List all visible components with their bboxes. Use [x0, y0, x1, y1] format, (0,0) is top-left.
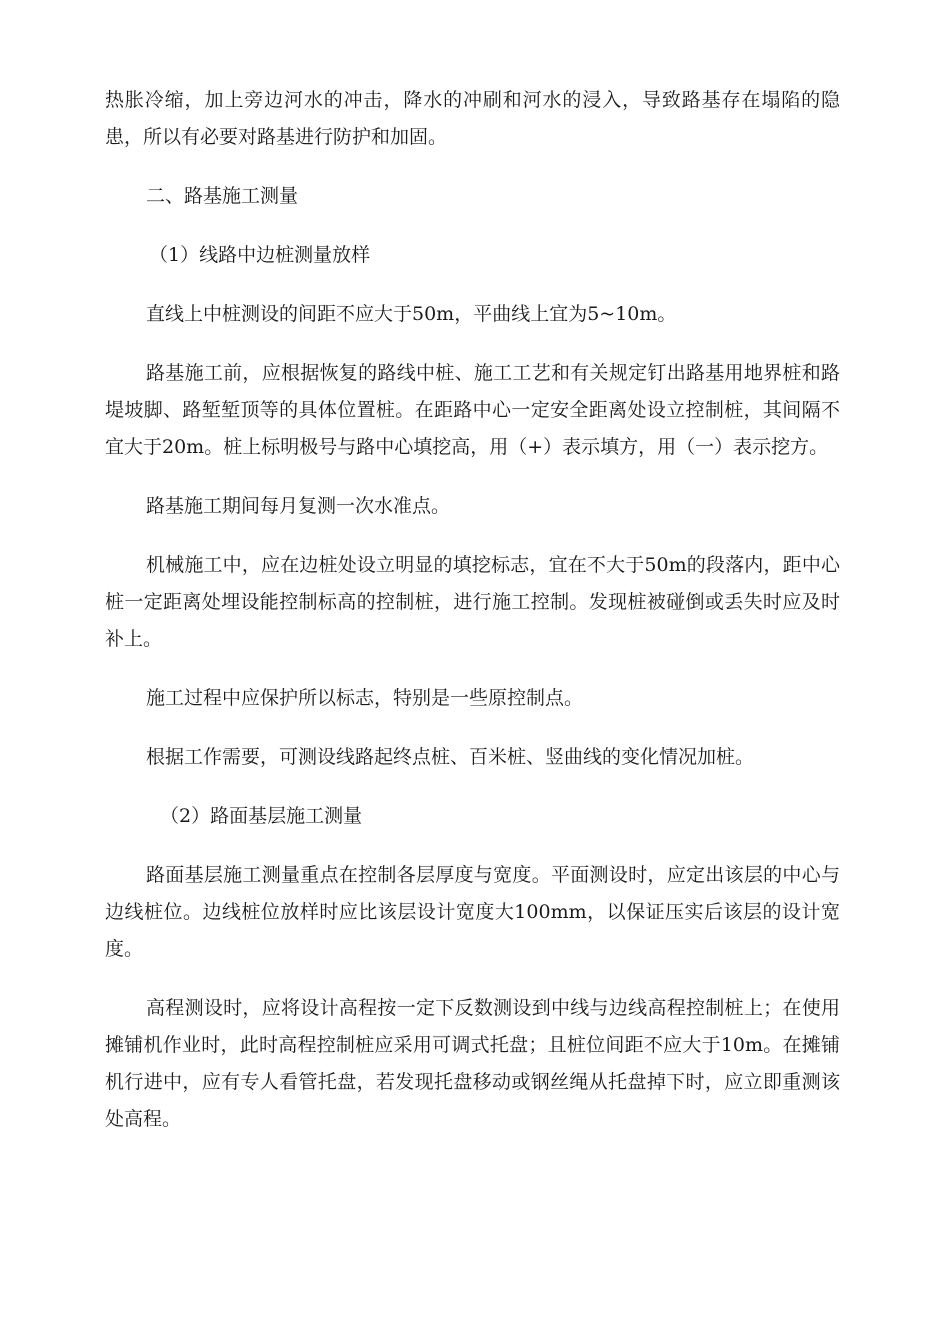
subheading-base-course-survey: （2）路面基层施工测量	[160, 805, 363, 827]
paragraph-pre-construction-staking: 路基施工前，应根据恢复的路线中桩、施工工艺和有关规定钉出路基用地界桩和路堤坡脚、路堑堑顶等的具体位置桩。在距路中心一定安全距离处设立控制桩，其间隔不宜大于20m。桩上标明极号与路中心填挖高，用（+）表示填方，用（一）表示挖方。	[105, 362, 840, 458]
paragraph-elevation-staking: 高程测设时，应将设计高程按一定下反数测设到中线与边线高程控制桩上；在使用摊铺机作业时，此时高程控制桩应采用可调式托盘；且桩位间距不应大于10m。在摊铺机行进中，应有专人看管托盘，若发现托盘移动或钢丝绳从托盘掉下时，应立即重测该处高程。	[105, 997, 840, 1130]
paragraph-continuation: 热胀冷缩，加上旁边河水的冲击，降水的冲刷和河水的浸入，导致路基存在塌陷的隐患，所以有必要对路基进行防护和加固。	[105, 89, 840, 148]
paragraph-additional-stakes: 根据工作需要，可测设线路起终点桩、百米桩、竖曲线的变化情况加桩。	[146, 746, 755, 768]
section-heading-survey: 二、路基施工测量	[146, 185, 299, 207]
paragraph-mechanical-construction: 机械施工中，应在边桩处设立明显的填挖标志，宜在不大于50m的段落内，距中心桩一定距离处埋设能控制标高的控制桩，进行施工控制。发现桩被碰倒或丢失时应及时补上。	[105, 554, 840, 650]
paragraph-protect-markers: 施工过程中应保护所以标志，特别是一些原控制点。	[146, 687, 584, 709]
paragraph-base-course-control: 路面基层施工测量重点在控制各层厚度与宽度。平面测设时，应定出该层的中心与边线桩位。边线桩位放样时应比该层设计宽度大100mm，以保证压实后该层的设计宽度。	[105, 864, 840, 960]
document-body	[105, 82, 840, 1138]
paragraph-stake-spacing: 直线上中桩测设的间距不应大于50m，平曲线上宜为5~10m。	[146, 303, 677, 325]
subheading-centerline-staking: （1）线路中边桩测量放样	[149, 244, 371, 266]
paragraph-benchmark-check: 路基施工期间每月复测一次水准点。	[146, 495, 451, 517]
